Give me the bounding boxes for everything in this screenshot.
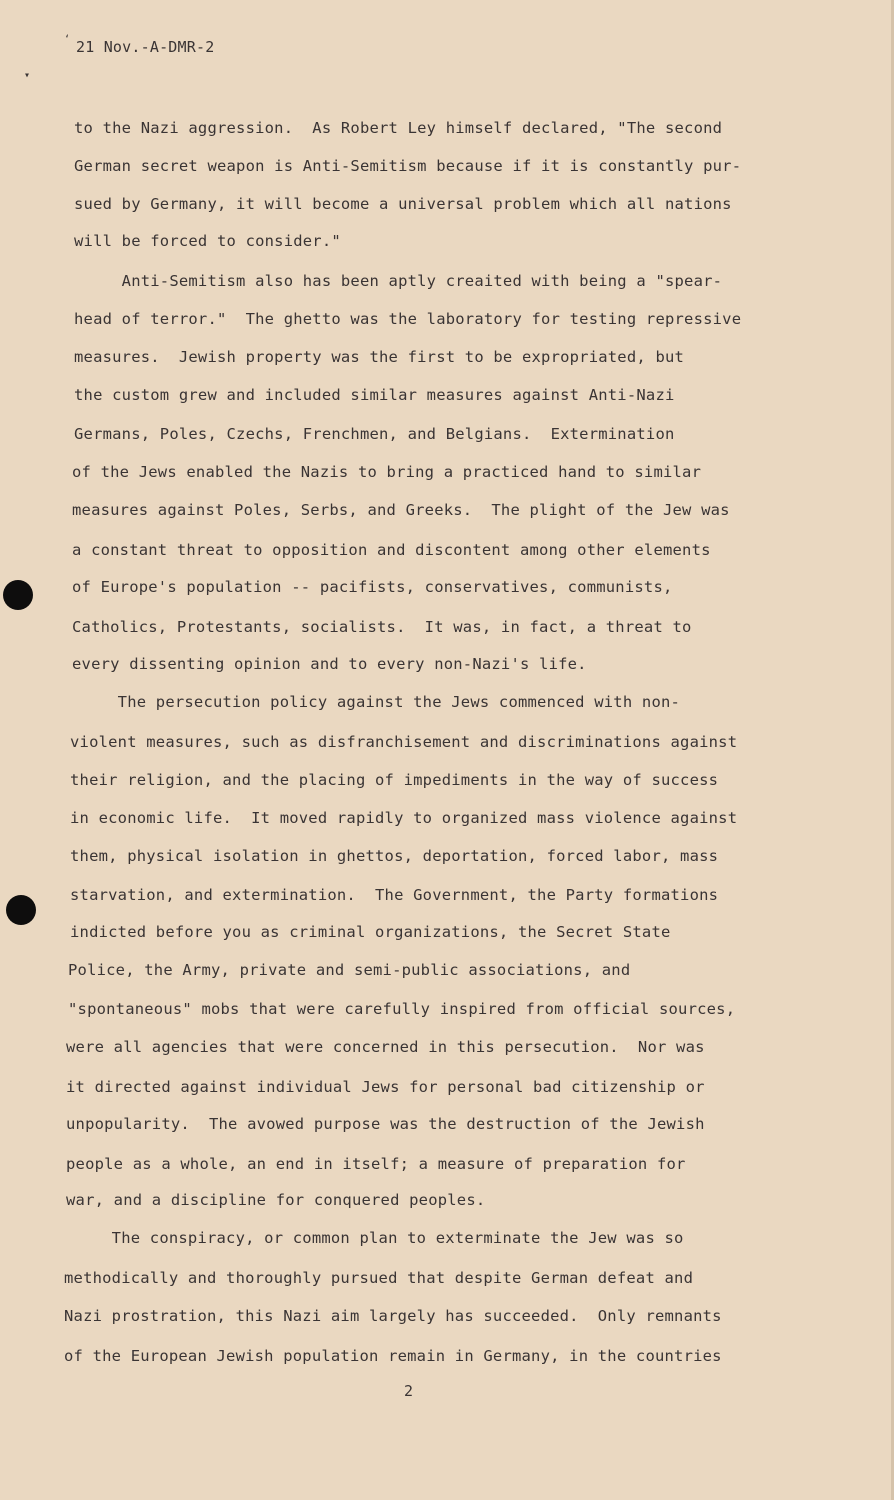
text-line: The persecution policy against the Jews commenced with non- bbox=[70, 693, 681, 711]
text-line: it directed against individual Jews for personal bad citizenship or bbox=[66, 1078, 705, 1096]
page-number: 2 bbox=[404, 1382, 414, 1400]
text-line: violent measures, such as disfranchisement and discriminations against bbox=[70, 733, 738, 751]
punch-hole-lower bbox=[6, 895, 36, 925]
text-line: Germans, Poles, Czechs, Frenchmen, and Belgians. Extermination bbox=[74, 425, 675, 443]
text-line: Anti-Semitism also has been aptly creaited with being a "spear- bbox=[74, 272, 723, 290]
text-line: of the European Jewish population remain in Germany, in the countries bbox=[64, 1347, 722, 1365]
text-line: people as a whole, an end in itself; a measure of preparation for bbox=[66, 1155, 686, 1173]
text-line: the custom grew and included similar measures against Anti-Nazi bbox=[74, 386, 675, 404]
text-line: of Europe's population -- pacifists, conservatives, communists, bbox=[72, 578, 673, 596]
text-line: Catholics, Protestants, socialists. It was, in fact, a threat to bbox=[72, 618, 692, 636]
text-line: indicted before you as criminal organizations, the Secret State bbox=[70, 923, 671, 941]
tick-mark: ▾ bbox=[24, 70, 31, 81]
text-line: starvation, and extermination. The Government, the Party formations bbox=[70, 886, 719, 904]
text-line: Nazi prostration, this Nazi aim largely has succeeded. Only remnants bbox=[64, 1307, 722, 1325]
punch-hole-upper bbox=[3, 580, 33, 610]
text-line: unpopularity. The avowed purpose was the destruction of the Jewish bbox=[66, 1115, 705, 1133]
text-line: their religion, and the placing of impediments in the way of success bbox=[70, 771, 719, 789]
text-line: methodically and thoroughly pursued that despite German defeat and bbox=[64, 1269, 694, 1287]
text-line: every dissenting opinion and to every non-Nazi's life. bbox=[72, 655, 587, 673]
text-line: measures. Jewish property was the first to be expropriated, but bbox=[74, 348, 685, 366]
text-line: German secret weapon is Anti-Semitism because if it is constantly pur- bbox=[74, 157, 742, 175]
text-line: The conspiracy, or common plan to exterminate the Jew was so bbox=[64, 1229, 684, 1247]
text-line: Police, the Army, private and semi-public associations, and bbox=[68, 961, 631, 979]
text-line: sued by Germany, it will become a universal problem which all nations bbox=[74, 195, 732, 213]
text-line: of the Jews enabled the Nazis to bring a practiced hand to similar bbox=[72, 463, 702, 481]
text-line: "spontaneous" mobs that were carefully inspired from official sources, bbox=[68, 1000, 736, 1018]
document-header: 21 Nov.-A-DMR-2 bbox=[76, 38, 215, 56]
text-line: will be forced to consider." bbox=[74, 232, 341, 250]
text-line: head of terror." The ghetto was the laboratory for testing repressive bbox=[74, 310, 742, 328]
text-line: in economic life. It moved rapidly to organized mass violence against bbox=[70, 809, 738, 827]
text-line: war, and a discipline for conquered peoples. bbox=[66, 1191, 486, 1209]
tick-mark: ‘ bbox=[64, 34, 71, 45]
text-line: were all agencies that were concerned in this persecution. Nor was bbox=[66, 1038, 705, 1056]
text-line: to the Nazi aggression. As Robert Ley himself declared, "The second bbox=[74, 119, 723, 137]
text-line: them, physical isolation in ghettos, deportation, forced labor, mass bbox=[70, 847, 719, 865]
text-line: measures against Poles, Serbs, and Greeks. The plight of the Jew was bbox=[72, 501, 730, 519]
text-line: a constant threat to opposition and discontent among other elements bbox=[72, 541, 711, 559]
